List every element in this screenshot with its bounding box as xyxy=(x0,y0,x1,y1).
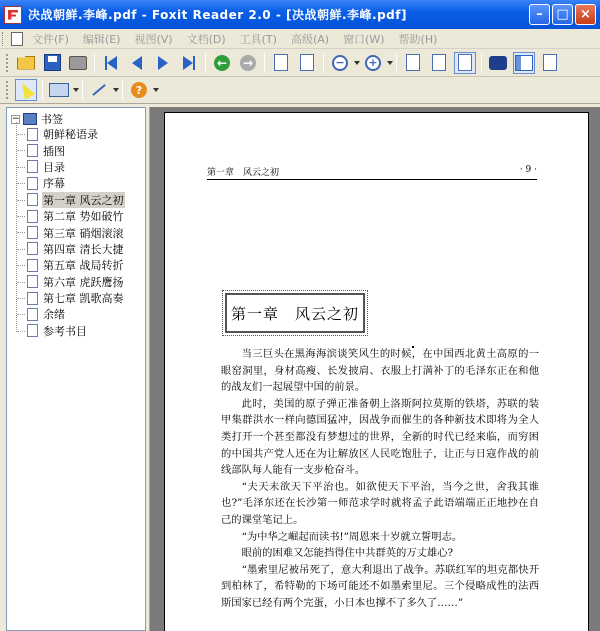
bookmark-item[interactable] xyxy=(7,142,146,158)
bookmark-label: 第六章 虎跃鹰扬 xyxy=(43,275,124,289)
running-head xyxy=(207,165,537,178)
menu-bar xyxy=(0,29,600,49)
collapse-icon[interactable]: − xyxy=(12,113,20,124)
toolbar-separator xyxy=(481,53,482,73)
page-icon xyxy=(27,308,38,321)
bookmark-label: 第二章 势如破竹 xyxy=(43,210,124,224)
previous-page-button[interactable] xyxy=(126,52,148,74)
bookmark-label: 目录 xyxy=(43,160,65,174)
menu-file[interactable]: 文件(F) xyxy=(32,32,69,46)
bookmark-item-selected[interactable] xyxy=(7,192,146,208)
bookmark-label: 朝鲜秘语录 xyxy=(43,128,98,142)
bookmark-item[interactable] xyxy=(7,290,146,306)
binoculars-icon xyxy=(489,56,507,70)
bookmark-item[interactable] xyxy=(7,241,146,257)
running-head-chapter: 第一章 风云之初 xyxy=(207,168,280,178)
save-icon xyxy=(44,54,61,71)
annotation-tool-button[interactable] xyxy=(88,79,110,101)
toolbar-separator xyxy=(94,53,95,73)
paragraph: “为中华之崛起而读书!”周恩来十岁就立誓明志。 xyxy=(241,530,463,543)
next-page-icon xyxy=(158,56,168,70)
last-page-icon xyxy=(183,56,193,70)
help-button[interactable] xyxy=(128,79,150,101)
zoom-out-dropdown-icon[interactable] xyxy=(354,61,360,65)
bookmark-label: 第三章 硝烟滚滚 xyxy=(43,226,124,240)
toolbar-separator xyxy=(122,80,123,100)
snapshot-icon xyxy=(49,83,69,97)
actual-size-icon xyxy=(406,54,420,71)
pdf-page[interactable] xyxy=(164,112,589,631)
page-icon xyxy=(27,128,38,141)
fit-width-icon xyxy=(458,54,472,71)
toolbar-separator xyxy=(42,80,43,100)
previous-page-icon xyxy=(132,56,142,70)
menu-grip[interactable] xyxy=(2,32,5,46)
menu-view[interactable]: 视图(V) xyxy=(134,32,173,46)
rotate-left-button[interactable] xyxy=(270,52,292,74)
paragraph: 此时，美国的原子弹正准备朝上洛斯阿拉莫斯的铁塔，苏联的装甲集群洪水一样向德国猛冲，因战争而催生的各种新技术即将为全人类打开一个甚至都没有梦想过的世界，全新的时代已经来临，而穷困的中国共产党人还在为让解放区人民吃饱肚子，让正与日寇作战的前线部队每人能有一支步枪奋斗。 xyxy=(221,397,539,477)
bookmark-label: 第七章 凯歌高奏 xyxy=(43,292,124,306)
bookmark-item[interactable] xyxy=(7,175,146,191)
page-body-text xyxy=(221,346,539,612)
bookmarks-icon xyxy=(23,113,37,125)
bookmark-item[interactable] xyxy=(7,159,146,175)
cursor-arrow-icon xyxy=(17,80,35,100)
page-icon xyxy=(27,259,38,272)
bookmark-item[interactable] xyxy=(7,224,146,240)
go-forward-button[interactable] xyxy=(237,52,259,74)
zoom-out-icon: − xyxy=(332,55,348,71)
toolbar-separator xyxy=(82,80,83,100)
page-icon xyxy=(27,210,38,223)
bookmark-label: 第五章 战局转折 xyxy=(43,259,124,273)
page-icon xyxy=(27,144,38,157)
page-icon xyxy=(27,275,38,288)
menu-advanced[interactable]: 高级(A) xyxy=(290,32,330,46)
bookmark-list xyxy=(7,126,146,339)
annotation-dropdown-icon[interactable] xyxy=(113,88,119,92)
first-page-button[interactable] xyxy=(100,52,122,74)
snapshot-tool-button[interactable] xyxy=(48,79,70,101)
bookmark-label: 插图 xyxy=(43,144,65,158)
menu-document[interactable]: 文档(D) xyxy=(186,32,226,46)
actual-size-button[interactable] xyxy=(402,52,424,74)
menu-edit[interactable]: 编辑(E) xyxy=(82,32,121,46)
help-icon: ? xyxy=(131,82,147,98)
find-button[interactable] xyxy=(487,52,509,74)
minimize-button[interactable]: – xyxy=(529,4,550,25)
page-icon xyxy=(27,177,38,190)
toolbar-separator xyxy=(205,53,206,73)
bookmark-pane-icon xyxy=(515,55,533,71)
back-arrow-icon: ← xyxy=(214,55,230,71)
document-icon[interactable] xyxy=(11,32,23,46)
close-button[interactable]: × xyxy=(575,4,596,25)
document-view[interactable] xyxy=(149,107,600,631)
menu-help[interactable]: 帮助(H) xyxy=(398,32,438,46)
bookmark-root[interactable] xyxy=(11,111,64,127)
save-button[interactable] xyxy=(41,52,63,74)
bookmark-pane-button[interactable] xyxy=(513,52,535,74)
page-icon xyxy=(27,226,38,239)
bookmark-pane[interactable] xyxy=(6,107,146,631)
snapshot-dropdown-icon[interactable] xyxy=(73,88,79,92)
thumbnail-pane-icon xyxy=(543,54,557,71)
open-folder-icon xyxy=(17,56,35,70)
print-icon xyxy=(69,56,87,70)
toolbar-grip[interactable] xyxy=(6,54,9,72)
last-page-button[interactable] xyxy=(178,52,200,74)
bookmark-label: 序幕 xyxy=(43,177,65,191)
print-button[interactable] xyxy=(67,52,89,74)
last-page-bar-icon xyxy=(193,56,195,70)
open-button[interactable] xyxy=(15,52,37,74)
go-back-button[interactable] xyxy=(211,52,233,74)
menu-tools[interactable]: 工具(T) xyxy=(239,32,277,46)
page-icon xyxy=(27,193,38,206)
bookmark-label: 参考书目 xyxy=(43,324,87,338)
foxit-logo-icon[interactable] xyxy=(4,6,22,24)
toolbar-separator xyxy=(396,53,397,73)
bookmark-label: 第一章 风云之初 xyxy=(43,193,124,207)
next-page-button[interactable] xyxy=(152,52,174,74)
thumbnail-pane-button[interactable] xyxy=(539,52,561,74)
zoom-out-button[interactable] xyxy=(329,52,351,74)
toolbar-separator xyxy=(323,53,324,73)
bookmark-root-label: 书签 xyxy=(41,113,63,126)
paragraph: 当三巨头在黑海海滨谈笑风生的时候，在中国西北黄土高原的一眼窑洞里，身材高瘦、长发披肩、衣服上打满补丁的毛泽东正在和他的战友们一起展望中国的前景。 xyxy=(221,348,539,394)
forward-arrow-icon: → xyxy=(240,55,256,71)
select-tool-button[interactable] xyxy=(15,79,37,101)
zoom-in-button[interactable] xyxy=(362,52,384,74)
zoom-in-icon: + xyxy=(365,55,381,71)
bookmark-label: 第四章 清长大捷 xyxy=(43,242,124,256)
bookmark-item[interactable] xyxy=(7,257,146,273)
arrow-tool-icon xyxy=(92,84,106,96)
page-icon xyxy=(27,292,38,305)
bookmark-item[interactable] xyxy=(7,323,146,339)
paragraph: “夫天未欲天下平治也。如欲使天下平治，当今之世，舍我其谁也?”毛泽东还在长沙第一师范求学时就将孟子此语端端正正地抄在自己的课堂笔记上。 xyxy=(221,480,539,526)
toolbar-separator xyxy=(264,53,265,73)
page-number: · 9 · xyxy=(519,165,537,175)
fit-page-button[interactable] xyxy=(428,52,450,74)
title-bar xyxy=(0,0,600,29)
first-page-icon xyxy=(107,56,117,70)
rotate-right-button[interactable] xyxy=(296,52,318,74)
tools-toolbar xyxy=(0,77,600,104)
bookmark-item[interactable] xyxy=(7,208,146,224)
bookmark-item[interactable] xyxy=(7,306,146,322)
maximize-button[interactable]: □ xyxy=(552,4,573,25)
window-title: 决战朝鲜.李峰.pdf - Foxit Reader 2.0 - [决战朝鲜.李峰.pdf] xyxy=(28,8,407,22)
chapter-title: 第一章 风云之初 xyxy=(225,293,365,333)
help-dropdown-icon[interactable] xyxy=(153,88,159,92)
header-rule xyxy=(207,179,537,180)
zoom-in-dropdown-icon[interactable] xyxy=(387,61,393,65)
fit-width-button[interactable] xyxy=(454,52,476,74)
paragraph: 眼前的困难又怎能挡得住中共群英的万丈雄心? xyxy=(241,547,454,560)
page-icon xyxy=(27,160,38,173)
page-icon xyxy=(27,242,38,255)
paragraph: “墨索里尼被吊死了，意大利退出了战争。苏联红军的坦克都快开到柏林了，希特勒的下场可能还不如墨索里尼。三个侵略成性的法西斯国家已经有两个完蛋，小日本也撑不了多久了……” xyxy=(221,563,539,609)
menu-window[interactable]: 窗口(W) xyxy=(343,32,385,46)
bookmark-item[interactable] xyxy=(7,274,146,290)
bookmark-item[interactable] xyxy=(7,126,146,142)
fit-page-icon xyxy=(432,54,446,71)
bookmark-label: 余绪 xyxy=(43,308,65,322)
rotate-right-icon xyxy=(300,54,314,71)
rotate-left-icon xyxy=(274,54,288,71)
main-toolbar xyxy=(0,49,600,77)
page-icon xyxy=(27,324,38,337)
toolbar-grip[interactable] xyxy=(6,81,9,99)
